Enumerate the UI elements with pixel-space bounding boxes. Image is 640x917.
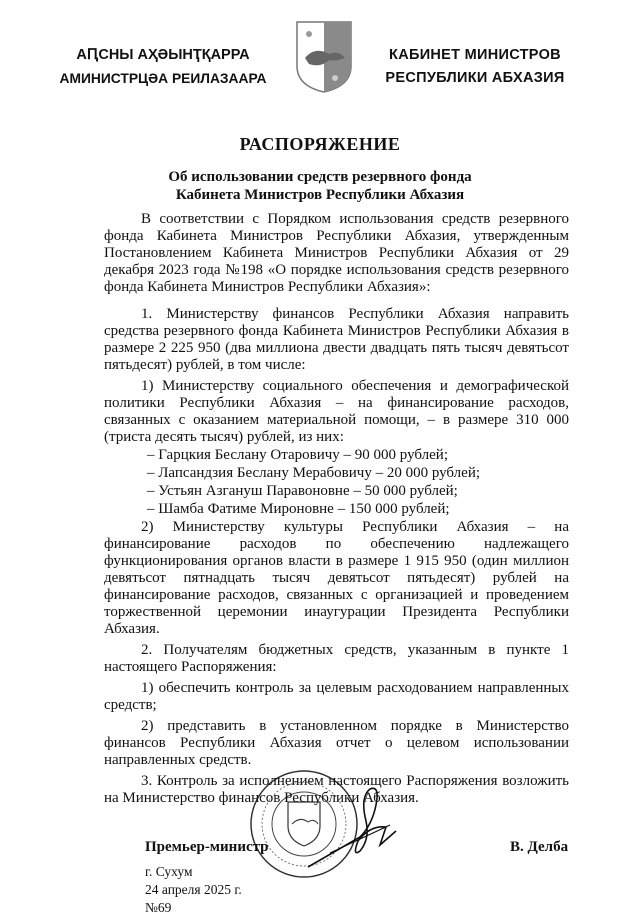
item-3-paragraph: 3. Контроль за исполнением настоящего Распоряжения возложить на Министерство финансов Республики Абхазия.: [104, 773, 569, 806]
item-1-2-paragraph: 2) Министерству культуры Республики Абхазия – на финансирование расходов по обеспечению надлежащего функционирования органов власти в размере 1 915 950 (один миллион девятьсот пятнадцать тысяч девятьсот пятьдесят) рублей на финансирование расходов, связанных с организацией и проведением торжественной церемонии инаугурации Президента Республики Абхазия.: [104, 519, 569, 637]
header-abkhaz: [58, 44, 268, 90]
signatory-name: В. Делба: [510, 839, 569, 855]
header-russian: [370, 44, 580, 90]
item-1-1-paragraph: 1) Министерству социального обеспечения и демографической политики Республики Абхазия – на финансирование расходов, связанных с оказанием материальной помощи, – в размере 310 000 (триста десять тысяч) рублей, из них:: [104, 378, 569, 445]
document-meta: [145, 863, 569, 917]
coat-of-arms-emblem: [295, 20, 353, 94]
signature-row: [104, 837, 569, 857]
recipient-line: – Шамба Фатиме Мироновне – 150 000 рублей;: [147, 501, 450, 517]
header-left-line2: АМИНИСТРЦӘА РЕИЛАЗААРА: [59, 71, 267, 86]
city: г. Сухум: [145, 864, 193, 879]
signatory-position: Премьер-министр: [145, 839, 269, 855]
recipient-line: – Гарцкия Беслану Отаровичу – 90 000 рублей;: [147, 447, 449, 463]
header-left-line1: АԤСНЫ АҲӘЫНҬҚАРРА: [76, 47, 250, 63]
item-1-paragraph: 1. Министерству финансов Республики Абхазия направить средства резервного фонда Кабинета Министров Республики Абхазия в размере 2 225 950 (два миллиона двести двадцать пять тысяч девятьсот пятьдесят) рублей, в том числе:: [104, 306, 569, 373]
document-title: РАСПОРЯЖЕНИЕ: [239, 134, 401, 154]
document-flow: [104, 211, 569, 917]
header-right-line1: КАБИНЕТ МИНИСТРОВ: [389, 47, 561, 63]
item-2-paragraph: 2. Получателям бюджетных средств, указанным в пункте 1 настоящего Распоряжения:: [104, 642, 569, 675]
recipient-line: – Устьян Азгануш Паравоновне – 50 000 рублей;: [147, 483, 458, 499]
document-date: 24 апреля 2025 г.: [145, 882, 242, 897]
subtitle-line1: Об использовании средств резервного фонда: [168, 169, 472, 185]
item-2-1-paragraph: 1) обеспечить контроль за целевым расходованием направленных средств;: [104, 680, 569, 713]
item-2-2-paragraph: 2) представить в установленном порядке в Министерство финансов Республики Абхазия отчет о целевом использовании направленных средств.: [104, 718, 569, 768]
recipient-line: – Лапсандзия Беслану Мерабовичу – 20 000 рублей;: [147, 465, 481, 481]
document-subtitle: [0, 168, 640, 204]
preamble-paragraph: В соответствии с Порядком использования средств резервного фонда Кабинета Министров Республики Абхазия, утвержденным Постановлением Кабинета Министров Республики Абхазия от 29 декабря 2023 года №198 «О порядке использования средств резервного фонда Кабинета Министров Республики Абхазия»:: [104, 211, 569, 295]
document-number: №69: [145, 900, 172, 915]
document-body: [104, 211, 569, 807]
subtitle-line2: Кабинета Министров Республики Абхазия: [175, 187, 465, 203]
header-right-line2: РЕСПУБЛИКИ АБХАЗИЯ: [385, 70, 565, 86]
